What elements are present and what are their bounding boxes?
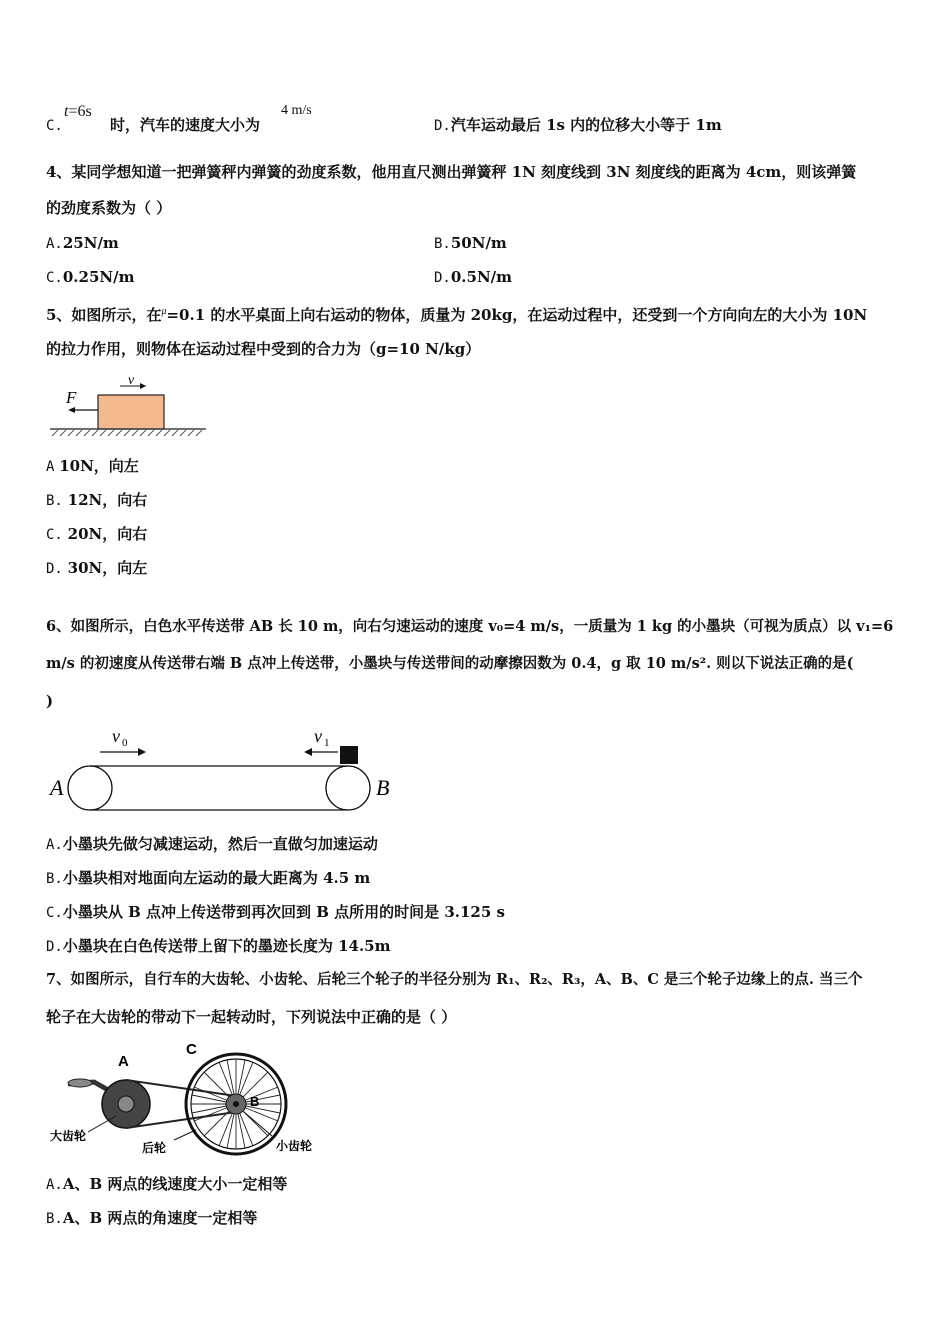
small-gear-pointer <box>244 1112 272 1136</box>
q5-stem-line2: 的拉力作用，则物体在运动过程中受到的合力为（g=10 N/kg） <box>46 340 481 358</box>
q5-option-c: C. 20N，向右 <box>46 525 148 543</box>
block <box>98 395 164 429</box>
conveyor-belt-figure <box>46 722 406 816</box>
q4-option-b: B.50N/m <box>434 234 507 252</box>
q7-option-a: A.A、B 两点的线速度大小一定相等 <box>46 1175 288 1193</box>
q5-option-a: A 10N，向左 <box>46 457 139 475</box>
q6-stem-line1: 6、如图所示，白色水平传送带 AB 长 10 m，向右匀速运动的速度 v₀=4 m/s，一质量为 1 kg 的小墨块（可视为质点）以 v₁=6 <box>46 618 894 635</box>
v0-arrowhead <box>138 748 146 756</box>
q6-option-d: D.小墨块在白色传送带上留下的墨迹长度为 14.5m <box>46 937 391 955</box>
q6-option-a: A.小墨块先做匀减速运动，然后一直做匀加速运动 <box>46 835 378 853</box>
v1-subscript: 1 <box>324 737 330 749</box>
bicycle-gears-figure <box>46 1036 336 1162</box>
q4-option-c: C.0.25N/m <box>46 268 135 286</box>
q6-stem-line2: m/s 的初速度从传送带右端 B 点冲上传送带，小墨块与传送带间的动摩擦因数为 0.4，g 取 10 m/s². 则以下说法正确的是( <box>46 655 854 672</box>
label-b: B <box>376 775 390 800</box>
rear-wheel-label: 后轮 <box>142 1141 167 1155</box>
q6-stem-line3: ) <box>46 692 54 710</box>
pedal <box>68 1079 92 1087</box>
big-gear-label: 大齿轮 <box>50 1129 87 1143</box>
q7-option-b: B.A、B 两点的角速度一定相等 <box>46 1209 258 1227</box>
q4-option-d: D.0.5N/m <box>434 268 513 286</box>
mu-symbol: μ <box>161 306 167 317</box>
v0-label: v <box>112 726 120 746</box>
pulley-a <box>68 766 112 810</box>
q4-option-a: A.25N/m <box>46 234 119 252</box>
q3-option-c <box>46 115 63 136</box>
label-a: A <box>118 1053 129 1070</box>
ink-block <box>340 746 358 764</box>
label-a: A <box>50 775 64 800</box>
q3-math-v: 4 m/s <box>281 103 312 118</box>
q3-option-d: D.汽车运动最后 1s 内的位移大小等于 1m <box>434 116 722 134</box>
rear-hub <box>233 1101 239 1107</box>
force-label: F <box>66 388 77 407</box>
q7-stem-line1: 7、如图所示，自行车的大齿轮、小齿轮、后轮三个轮子的半径分别为 R₁、R₂、R₃，A、B、C 是三个轮子边缘上的点. 当三个 <box>46 971 863 988</box>
q4-stem-line2: 的劲度系数为（ ） <box>46 199 172 217</box>
rear-wheel-pointer <box>174 1130 196 1140</box>
big-gear-hub <box>118 1096 134 1112</box>
q3-option-c-text: 时，汽车的速度大小为 <box>110 116 261 134</box>
v1-arrowhead <box>304 748 312 756</box>
q5-stem-line1: 5、如图所示，在$^\mu$=0.1 的水平桌面上向右运动的物体，质量为 20kg，在运动过程中，还受到一个方向向左的大小为 10N <box>46 306 868 324</box>
small-gear-label: 小齿轮 <box>276 1139 313 1153</box>
ground-hatching <box>52 430 202 436</box>
q3-math-eq: =6s <box>68 103 92 120</box>
q7-stem-line2: 轮子在大齿轮的带动下一起转动时，下列说法中正确的是（ ） <box>46 1008 457 1026</box>
pulley-b <box>326 766 370 810</box>
q3-math-t: t=6s <box>64 103 92 120</box>
option-letter: C. <box>46 118 63 134</box>
force-arrowhead <box>68 407 75 413</box>
velocity-arrowhead <box>140 383 146 389</box>
label-b: B <box>250 1094 260 1109</box>
q6-option-b: B.小墨块相对地面向左运动的最大距离为 4.5 m <box>46 869 371 887</box>
q6-option-c: C.小墨块从 B 点冲上传送带到再次回到 B 点所用的时间是 3.125 s <box>46 903 505 921</box>
q5-option-b: B. 12N，向右 <box>46 491 148 509</box>
block-on-surface-figure <box>46 368 210 440</box>
v1-label: v <box>314 726 322 746</box>
q5-option-d: D. 30N，向左 <box>46 559 148 577</box>
q4-stem-line1: 4、某同学想知道一把弹簧秤内弹簧的劲度系数，他用直尺测出弹簧秤 1N 刻度线到 3N 刻度线的距离为 4cm，则该弹簧 <box>46 163 857 181</box>
velocity-label: v <box>128 373 135 388</box>
label-c: C <box>186 1041 197 1058</box>
v0-subscript: 0 <box>122 737 128 749</box>
